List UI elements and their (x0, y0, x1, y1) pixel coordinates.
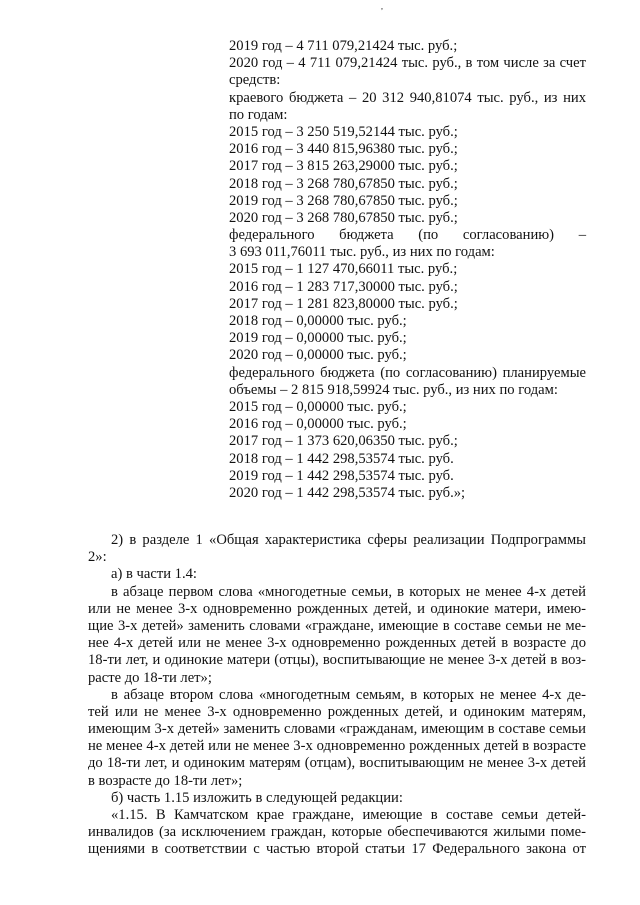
list-line: краевого бюджета – 20 312 940,81074 тыс. руб., из них (229, 89, 586, 106)
list-line: 3 693 011,76011 тыс. руб., из них по годам: (229, 244, 495, 261)
body-line: в абзаце втором слова «многодетным семьям, в которых не менее 4-х де- (111, 686, 586, 703)
list-line: федерального бюджета (по согласованию) – (229, 227, 586, 244)
body-line: тей или не менее 3-х одновременно рожденных детей, и одиноким матерям, (88, 703, 586, 720)
body-line: б) часть 1.15 изложить в следующей редакции: (111, 789, 403, 806)
body-line: в абзаце первом слова «многодетные семьи, в которых не менее 4-х детей (111, 583, 586, 600)
list-line: средств: (229, 72, 281, 89)
amendments-text (0, 532, 640, 859)
body-line: щие 3-х детей» заменить словами «граждане, имеющие в составе семьи не ме- (88, 617, 586, 634)
body-line: нее 4-х детей или не менее 3-х одновременно рожденных детей в возрасте до (88, 635, 586, 652)
list-line: 2017 год – 1 373 620,06350 тыс. руб.; (229, 433, 458, 450)
list-line: 2017 год – 3 815 263,29000 тыс. руб.; (229, 158, 458, 175)
list-line: 2020 год – 0,00000 тыс. руб.; (229, 347, 407, 364)
body-line: расте до 18-ти лет»; (88, 669, 212, 686)
body-line: до 18-ти лет, и одиноким матерям (отцам), воспитывающим не менее 3-х детей (88, 755, 586, 772)
list-line: 2018 год – 3 268 780,67850 тыс. руб.; (229, 175, 458, 192)
list-line: объемы – 2 815 918,59924 тыс. руб., из них по годам: (229, 381, 558, 398)
body-line: а) в части 1.4: (111, 566, 197, 583)
list-line: 2020 год – 1 442 298,53574 тыс. руб.»; (229, 484, 466, 501)
scan-mark: , (381, 2, 383, 11)
body-line: 2»: (88, 549, 107, 566)
body-line: в возрасте до 18-ти лет»; (88, 772, 243, 789)
body-line: 2) в разделе 1 «Общая характеристика сферы реализации Подпрограммы (111, 532, 586, 548)
list-line: 2019 год – 0,00000 тыс. руб.; (229, 330, 407, 347)
body-line: «1.15. В Камчатском крае граждане, имеющие в составе семьи детей- (111, 807, 586, 823)
list-line: 2015 год – 0,00000 тыс. руб.; (229, 398, 407, 415)
body-line: или не менее 3-х одновременно рожденных детей, и одинокие матери, имею- (88, 600, 586, 617)
list-line: 2015 год – 3 250 519,52144 тыс. руб.; (229, 123, 458, 140)
list-line: федерального бюджета (по согласованию) планируемые (229, 364, 586, 381)
list-line: 2018 год – 1 442 298,53574 тыс. руб. (229, 450, 454, 467)
list-line: 2016 год – 1 283 717,30000 тыс. руб.; (229, 278, 458, 295)
list-line: 2015 год – 1 127 470,66011 тыс. руб.; (229, 261, 458, 278)
list-line: 2019 год – 1 442 298,53574 тыс. руб. (229, 467, 454, 484)
list-line: 2019 год – 3 268 780,67850 тыс. руб.; (229, 192, 458, 209)
body-line: 18-ти лет, и одинокие матери (отцы), воспитывающие не менее 3-х детей в воз- (88, 652, 586, 669)
body-line: имеющим 3-х детей» заменить словами «гражданам, имеющим в составе семьи (88, 721, 586, 738)
list-line: 2017 год – 1 281 823,80000 тыс. руб.; (229, 295, 458, 312)
list-line: 2020 год – 4 711 079,21424 тыс. руб., в том числе за счет (229, 55, 586, 72)
list-line: 2020 год – 3 268 780,67850 тыс. руб.; (229, 209, 458, 226)
funding-list (0, 38, 640, 502)
body-line: не менее 4-х детей или не менее 3-х одновременно рожденных детей в возрасте (88, 738, 586, 755)
list-line: по годам: (229, 106, 288, 123)
list-line: 2016 год – 3 440 815,96380 тыс. руб.; (229, 141, 458, 158)
list-line: 2018 год – 0,00000 тыс. руб.; (229, 313, 407, 329)
body-line: щениями в соответствии с частью второй статьи 17 Федерального закона от (88, 841, 586, 858)
list-line: 2019 год – 4 711 079,21424 тыс. руб.; (229, 38, 458, 54)
list-line: 2016 год – 0,00000 тыс. руб.; (229, 416, 407, 433)
body-line: инвалидов (за исключением граждан, которые обеспечиваются жилыми поме- (88, 824, 586, 841)
